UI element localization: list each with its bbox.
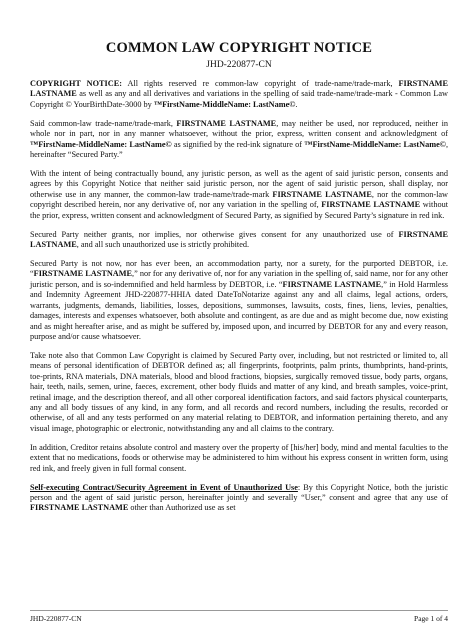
text-run: .	[295, 99, 298, 109]
text-run: ™FirstName-MiddleName: LastName©	[30, 139, 172, 149]
page-footer	[30, 610, 448, 624]
text-run: FIRSTNAME LASTNAME	[321, 200, 421, 210]
text-run: In addition, Creditor retains absolute control and mastery over the property of [his/her] body, mind and mental faculties to the extent that no medications, foods or otherwise may be administered to him without his express consent in written form, using red ink, and freely given in full formal consent.	[30, 442, 448, 473]
text-run: , nor the common-law copyright described herein, nor any derivative of, nor any variation in the spelling of,	[30, 189, 449, 210]
body-paragraph	[30, 119, 448, 161]
text-run: other than Authorized use as set	[128, 503, 236, 513]
text-run: Said common-law trade-name/trade-mark,	[30, 118, 177, 128]
text-run: With the intent of being contractually bound, any juristic person, as well as the agent of said juristic person, consents and agrees by this Copyright Notice that neither said juristic person, nor the agent of said juristic person, shall display, nor otherwise use in any manner, the common-law trade-name/trade-mark	[30, 169, 448, 199]
text-run: FIRSTNAME LASTNAME	[33, 269, 133, 279]
document-id: JHD-220877-CN	[206, 60, 272, 70]
text-run: : By this Copyright Notice, both the juristic person and the agent of said juristic person, hereinafter jointly and severally “User,” consent and agree that any use of	[30, 482, 448, 502]
text-run: , and all such unauthorized use is strictly prohibited.	[76, 240, 250, 250]
text-run: All rights reserved re common-law copyright of trade-name/trade-mark,	[121, 79, 399, 88]
text-run: Take note also that Common Law Copyright is claimed by Secured Party over, including, but not restricted or limited to, all means of personal identification of DEBTOR defined as; all fingerprints, footprints, palm prints, thumbprints, hand-prints, toe-prints, RNA materials, DNA materials, blood and blood fractions, biopsies, surgically removed tissue, body parts, organs, hair, teeth, nails, semen, urine, faeces, excrement, other body fluids and matter of any kind, and breath samples, voice-print, retinal image, and the description thereof, and all other corporeal identification factors, and said factors physical counterparts, any and all body tissues of any kind, in any form, and all records and record numbers, including the results, recorded or otherwise, of all and any tests performed on any material relating to DEBTOR, and information pertaining thereto, and any visual image, photographic or electronic, notwithstanding any and all claims to the contrary.	[30, 350, 448, 433]
body-paragraph	[30, 443, 448, 474]
text-run: FIRSTNAME LASTNAME	[30, 79, 448, 99]
page-number: Page 1 of 4	[414, 614, 448, 623]
text-run: ,” nor for any derivative of, nor for any variation in the spelling of, said name, nor for any other juristic person, and is so-indemnified and held harmless by DEBTOR, i.e. “	[30, 269, 448, 289]
text-run: FIRSTNAME LASTNAME	[176, 118, 277, 128]
text-run: , hereinafter “Secured Party.”	[30, 139, 448, 160]
body-paragraph	[30, 483, 448, 514]
body-paragraph	[30, 259, 448, 342]
text-run: FIRSTNAME LASTNAME	[272, 189, 372, 199]
text-run: Secured Party neither grants, nor implies, nor otherwise gives consent for any unauthorized use of	[30, 229, 399, 239]
text-run: without the prior, express, written consent and acknowledgment of Secured Party, as signified by Secured Party’s signature in red ink.	[30, 200, 448, 220]
text-run: COPYRIGHT NOTICE:	[30, 79, 122, 88]
text-run: Self-executing Contract/Security Agreement in Event of Unauthorized Use	[30, 482, 298, 492]
body-paragraph	[30, 230, 448, 251]
text-run: ™FirstName-MiddleName: LastName©	[153, 99, 296, 109]
text-run: FIRSTNAME LASTNAME	[282, 279, 382, 289]
body-paragraph	[30, 351, 448, 434]
text-run: ™FirstName-MiddleName: LastName©	[304, 139, 446, 149]
text-run: , may neither be used, nor reproduced, neither in whole nor in part, nor in any manner whatsoever, without the prior, express, written consent and acknowledgment of	[30, 118, 448, 139]
document-body	[30, 79, 448, 514]
document-title: COMMON LAW COPYRIGHT NOTICE	[105, 40, 373, 56]
text-run: as signified by the red-ink signature of	[171, 139, 305, 149]
text-run: as well as any and all derivatives and variations in the spelling of said trade-name/trade-mark - Common Law Copyright © YourBirthDate-3000 by	[30, 89, 448, 109]
body-paragraph	[30, 169, 448, 221]
text-run: FIRSTNAME LASTNAME	[30, 229, 448, 250]
body-paragraph	[30, 79, 448, 110]
footer-doc-id: JHD-220877-CN	[30, 614, 82, 623]
text-run: Secured Party is not now, nor has ever been, an accommodation party, nor a surety, for the purported DEBTOR, i.e. “	[30, 259, 448, 279]
text-run: FIRSTNAME LASTNAME	[30, 503, 129, 513]
text-run: ,” in Hold Harmless and Indemnity Agreement JHD-220877-HHIA dated DateToNotarize against any and all claims, legal actions, orders, warrants, judgments, demands, liabilities, losses, depositions, summonses, lawsuits, costs, fines, liens, levies, penalties, damages, interests and expenses whatsoever, both absolute and contingent, as are due and as might become due, now existing and as might hereafter arise, and as might be suffered by, imposed upon, and incurred by DEBTOR for any and every reason, purpose and/or cause whatsoever.	[30, 279, 449, 341]
